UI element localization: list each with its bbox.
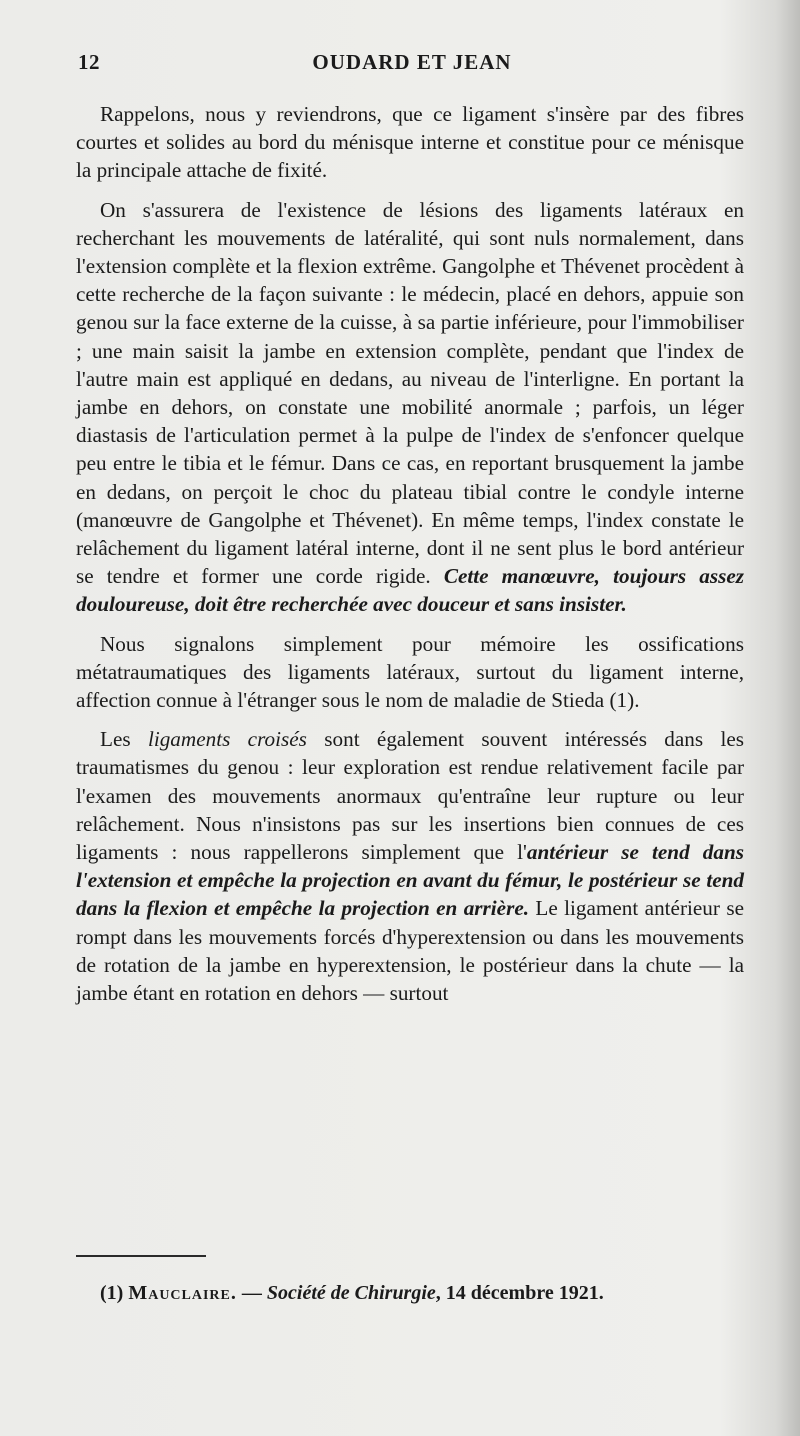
paragraph-2-text: On s'assurera de l'existence de lésions des ligaments latéraux en recherchant les mouvements de latéralité, qui sont nuls normalement, dans l'extension complète et la flexion extrême. Gangolphe et Thévenet procèdent à cette recherche de la façon suivante : le médecin, placé en dehors, appuie son genou sur la face externe de la cuisse, à sa partie inférieure, pour l'immobiliser ; une main saisit la jambe en extension complète, pendant que l'index de l'autre main est appliqué en dedans, au niveau de l'interligne. En portant la jambe en dehors, on constate une mobilité anormale ; parfois, un léger diastasis de l'articulation permet à la pulpe de l'index de s'enfoncer quelque peu entre le tibia et le fémur. Dans ce cas, en reportant brusquement la jambe en dedans, on perçoit le choc du plateau tibial contre le condyle interne (manœuvre de Gangolphe et Thévenet). En même temps, l'index constate le relâchement du ligament latéral interne, dont il ne sent plus le bord antérieur se tendre et former une corde rigide.	[76, 197, 744, 589]
paragraph-4-italic-passage: antérieur se tend dans l'extension et empêche la projection en avant du fémur, le postérieur se tend dans la flexion et empêche la projection en arrière.	[76, 840, 744, 921]
paragraph-4-part-c: sont également souvent intéressés dans les traumatismes du genou : leur exploration est rendue relativement facile par l'examen des mouvements anormaux qu'entraîne leur rupture ou leur relâchement. Nous n'insistons pas sur les insertions bien connues de ces ligaments : nous rappellerons simplement que l'	[76, 727, 745, 865]
paragraph-4-part-a: Les	[100, 727, 148, 752]
paragraph-4	[76, 725, 744, 1007]
body-text	[76, 100, 744, 1018]
footnote-date: , 14 décembre 1921.	[435, 1282, 604, 1304]
paragraph-1: Rappelons, nous y reviendrons, que ce ligament s'insère par des fibres courtes et solides au bord du ménisque interne et constitue pour ce ménisque la principale attache de fixité.	[76, 102, 744, 183]
paragraph-3: Nous signalons simplement pour mémoire les ossifications métatraumatiques des ligaments latéraux, surtout du ligament interne, affection connue à l'étranger sous le nom de maladie de Stieda (1).	[76, 631, 744, 713]
footnote-source: Société de Chirurgie	[266, 1282, 436, 1304]
footnote-author: Mauclaire.	[128, 1282, 237, 1304]
paragraph-2	[76, 196, 744, 619]
page-header	[78, 50, 746, 80]
paragraph-4-italic-term: ligaments croisés	[147, 727, 307, 752]
footnote-marker: (1)	[100, 1282, 124, 1304]
paragraph-2-italic: Cette manœuvre, toujours assez douloureuse, doit être recherchée avec douceur et sans insister.	[76, 564, 744, 617]
page-number: 12	[78, 50, 100, 74]
footnote-dash: —	[236, 1282, 267, 1304]
paragraph-4-part-e: Le ligament antérieur se rompt dans les mouvements forcés d'hyperextension ou dans les mouvements de rotation de la jambe en hyperextension, le postérieur dans la chute — la jambe étant en rotation en dehors — surtout	[76, 896, 744, 1006]
running-title: OUDARD ET JEAN	[312, 50, 512, 74]
footnote-rule	[76, 1255, 206, 1257]
footnote	[100, 1282, 740, 1305]
